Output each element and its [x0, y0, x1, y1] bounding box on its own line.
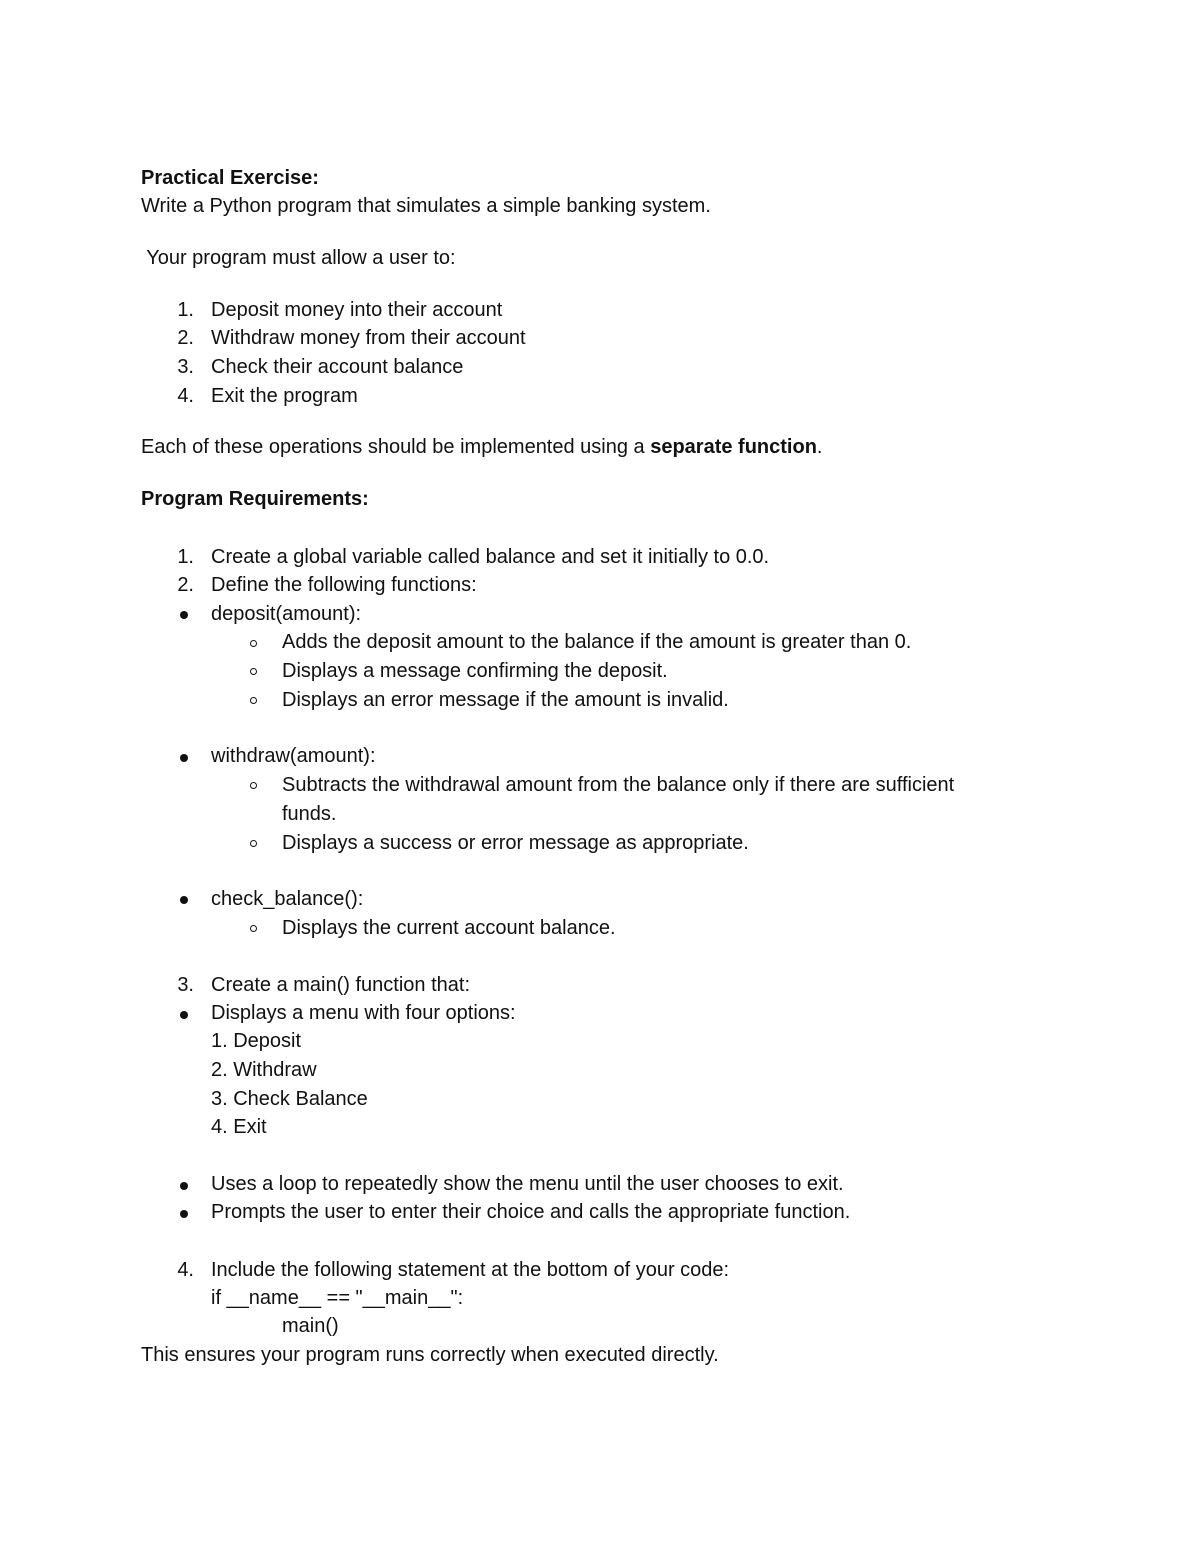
requirement-number: 4.	[177, 1259, 194, 1281]
bullet-icon	[180, 754, 188, 762]
closing-statement: This ensures your program runs correctly when executed directly.	[141, 1344, 719, 1366]
circle-bullet-icon	[250, 640, 257, 647]
emphasis-text: separate function	[650, 436, 817, 458]
bullet-icon	[180, 896, 188, 904]
exercise-heading: Practical Exercise:	[141, 167, 319, 189]
list-number: 4.	[177, 385, 194, 407]
sub-item: Displays a success or error message as appropriate.	[282, 832, 749, 854]
function-label-withdraw: withdraw(amount):	[211, 745, 376, 767]
circle-bullet-icon	[250, 668, 257, 675]
list-item: Exit the program	[211, 385, 358, 407]
requirement-number: 3.	[177, 974, 194, 996]
circle-bullet-icon	[250, 840, 257, 847]
circle-bullet-icon	[250, 782, 257, 789]
sub-item: Displays a message confirming the deposit.	[282, 660, 668, 682]
menu-label: Displays a menu with four options:	[211, 1002, 516, 1024]
requirement-text: Include the following statement at the bottom of your code:	[211, 1259, 730, 1281]
menu-option: 4. Exit	[211, 1116, 267, 1138]
sentence-end: .	[816, 436, 823, 458]
code-line: main()	[282, 1315, 339, 1337]
list-number: 1.	[177, 299, 194, 321]
sub-item-continuation: funds.	[282, 803, 337, 825]
circle-bullet-icon	[250, 697, 257, 704]
list-item: Check their account balance	[211, 356, 464, 378]
code-line: if __name__ == "__main__":	[211, 1287, 464, 1309]
bullet-icon	[180, 1210, 188, 1218]
allow-statement: Your program must allow a user to:	[141, 247, 456, 269]
requirement-text: Define the following functions:	[211, 574, 477, 596]
requirements-heading: Program Requirements:	[141, 488, 369, 510]
sub-item: Displays an error message if the amount is invalid.	[282, 689, 729, 711]
bullet-icon	[180, 611, 188, 619]
requirement-number: 1.	[177, 546, 194, 568]
list-number: 2.	[177, 327, 194, 349]
list-item: Withdraw money from their account	[211, 327, 526, 349]
function-label-check-balance: check_balance():	[211, 888, 364, 910]
prompt-requirement: Prompts the user to enter their choice and calls the appropriate function.	[211, 1201, 851, 1223]
menu-option: 3. Check Balance	[211, 1088, 368, 1110]
exercise-intro: Write a Python program that simulates a simple banking system.	[141, 195, 711, 217]
sub-item: Adds the deposit amount to the balance if the amount is greater than 0.	[282, 631, 912, 653]
loop-requirement: Uses a loop to repeatedly show the menu until the user chooses to exit.	[211, 1173, 844, 1195]
separate-function-sentence	[141, 434, 822, 460]
function-label-deposit: deposit(amount):	[211, 603, 362, 625]
bullet-icon	[180, 1011, 188, 1019]
circle-bullet-icon	[250, 925, 257, 932]
sentence-text: Each of these operations should be implemented using a	[141, 436, 651, 458]
list-number: 3.	[177, 356, 194, 378]
requirement-text: Create a main() function that:	[211, 974, 471, 996]
menu-option: 1. Deposit	[211, 1030, 302, 1052]
requirement-number: 2.	[177, 574, 194, 596]
sub-item: Displays the current account balance.	[282, 917, 616, 939]
menu-option: 2. Withdraw	[211, 1059, 317, 1081]
bullet-icon	[180, 1182, 188, 1190]
requirement-text: Create a global variable called balance and set it initially to 0.0.	[211, 546, 770, 568]
list-item: Deposit money into their account	[211, 299, 503, 321]
sub-item: Subtracts the withdrawal amount from the balance only if there are sufficient	[282, 774, 955, 796]
